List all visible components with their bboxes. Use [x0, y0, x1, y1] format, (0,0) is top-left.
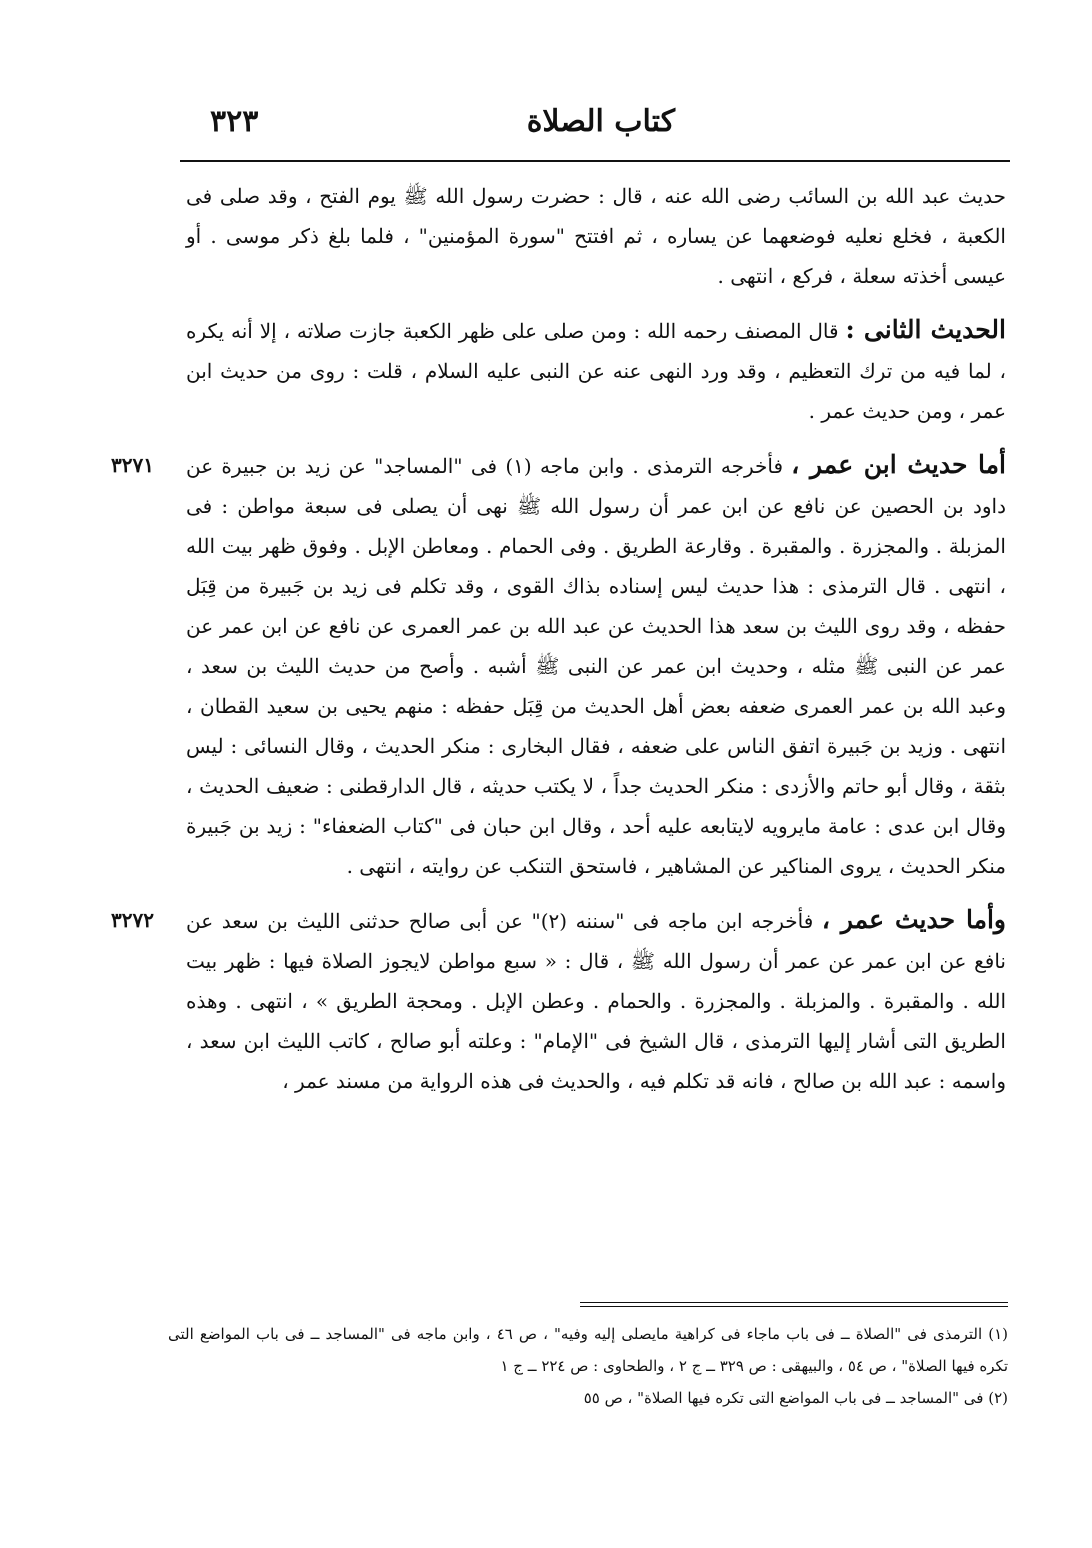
footnote-2: (٢) فى "المساجد ــ فى باب المواضع التى تكره فيها الصلاة" ، ص ٥٥: [583, 1389, 1008, 1407]
hadith-entry: [111, 900, 1006, 1101]
footnote-rule: [580, 1302, 1008, 1307]
hadith-text: فأخرجه الترمذى . وابن ماجه (١) فى "المساجد" عن زيد بن جبيرة عن داود بن الحصين عن نافع عن ابن عمر أن رسول الله ﷺ نهى أن يصلى فى سبعة مواطن : فى المزبلة . والمجزرة . والمقبرة . وقارعة الطريق . وفى الحمام . ومعاطن الإبل . وفوق ظهر بيت الله ، انتهى . قال الترمذى : هذا حديث ليس إسناده بذاك القوى ، وقد تكلم فى زيد بن جَبيرة من قِبَل حفظه ، وقد روى الليث بن سعد هذا الحديث عن عبد الله بن عمر العمرى عن نافع عن ابن عمر عن عمر عن النبى ﷺ مثله ، وحديث ابن عمر عن النبى ﷺ أشبه . وأصح من حديث الليث بن سعد ، وعبد الله بن عمر العمرى ضعفه بعض أهل الحديث من قِبَل حفظه : منهم يحيى بن سعيد القطان ، انتهى . وزيد بن جَبيرة اتفق الناس على ضعفه ، فقال البخارى : منكر الحديث ، وقال النسائى : ليس بثقة ، وقال أبو حاتم والأزدى : منكر الحديث جداً ، لا يكتب حديثه ، قال الدارقطنى : ضعيف الحديث ، وقال ابن عدى : عامة مايرويه لايتابعه عليه أحد ، وقال ابن حبان فى "كتاب الضعفاء" : زيد بن جَبيرة منكر الحديث ، يروى المناكير عن المشاهير ، فاستحق التنكب عن روايته ، انتهى .: [186, 454, 1006, 878]
header-rule: [180, 160, 1010, 162]
paragraph-text: قال المصنف رحمه الله : ومن صلى على ظهر الكعبة جازت صلاته ، إلا أنه يكره ، لما فيه من ترك التعظيم ، وقد ورد النهى عنه عن النبى عليه السلام ، قلت : روى من حديث ابن عمر ، ومن حديث عمر .: [186, 319, 1006, 423]
footnote-1: (١) الترمذى فى "الصلاة ــ فى باب ماجاء فى كراهية مايصلى إليه وفيه" ، ص ٤٦ ، وابن ماجه فى "المساجد ــ فى باب المواضع التى تكره فيها الصلاة" ، ص ٥٤ ، والبيهقى : ص ٣٢٩ ــ ج ٢ ، والطحاوى : ص ٢٢٤ ــ ج ١: [168, 1325, 1008, 1375]
hadith-number: ٣٢٧٢: [111, 908, 154, 932]
hadith-heading: أما حديث ابن عمر ،: [791, 450, 1006, 479]
paragraph-second-hadith: [186, 310, 1006, 431]
hadith-entry: [111, 445, 1006, 886]
main-text: [111, 176, 1006, 1115]
paragraph-hadith-continuation: [186, 176, 1006, 296]
footnotes: [168, 1318, 1008, 1414]
running-title: كتاب الصلاة: [526, 104, 675, 139]
page-number: ٣٢٣: [210, 104, 259, 139]
hadith-number: ٣٢٧١: [111, 453, 154, 477]
paragraph-heading: الحديث الثانى :: [845, 315, 1006, 344]
hadith-heading: وأما حديث عمر ،: [821, 905, 1006, 934]
hadith-text: فأخرجه ابن ماجه فى "سننه (٢)" عن أبى صالح حدثنى الليث بن سعد عن نافع عن ابن عمر عن عمر أن رسول الله ﷺ ، قال : « سبع مواطن لايجوز الصلاة فيها : ظهر بيت الله . والمقبرة . والمزبلة . والمجزرة . والحمام . وعطن الإبل . ومحجة الطريق » ، انتهى . وهذه الطريق التى أشار إليها الترمذى ، قال الشيخ فى "الإمام" : وعلته أبو صالح ، كاتب الليث ابن سعد ، واسمه : عبد الله بن صالح ، فانه قد تكلم فيه ، والحديث فى هذه الرواية من مسند عمر ،: [186, 909, 1006, 1093]
page-header: [180, 100, 1010, 150]
paragraph-text: حديث عبد الله بن السائب رضى الله عنه ، قال : حضرت رسول الله ﷺ يوم الفتح ، وقد صلى فى الكعبة ، فخلع نعليه فوضعهما عن يساره ، ثم افتتح "سورة المؤمنين" ، فلما بلغ ذكر موسى . أو عيسى أخذته سعلة ، فركع ، انتهى .: [186, 184, 1006, 288]
